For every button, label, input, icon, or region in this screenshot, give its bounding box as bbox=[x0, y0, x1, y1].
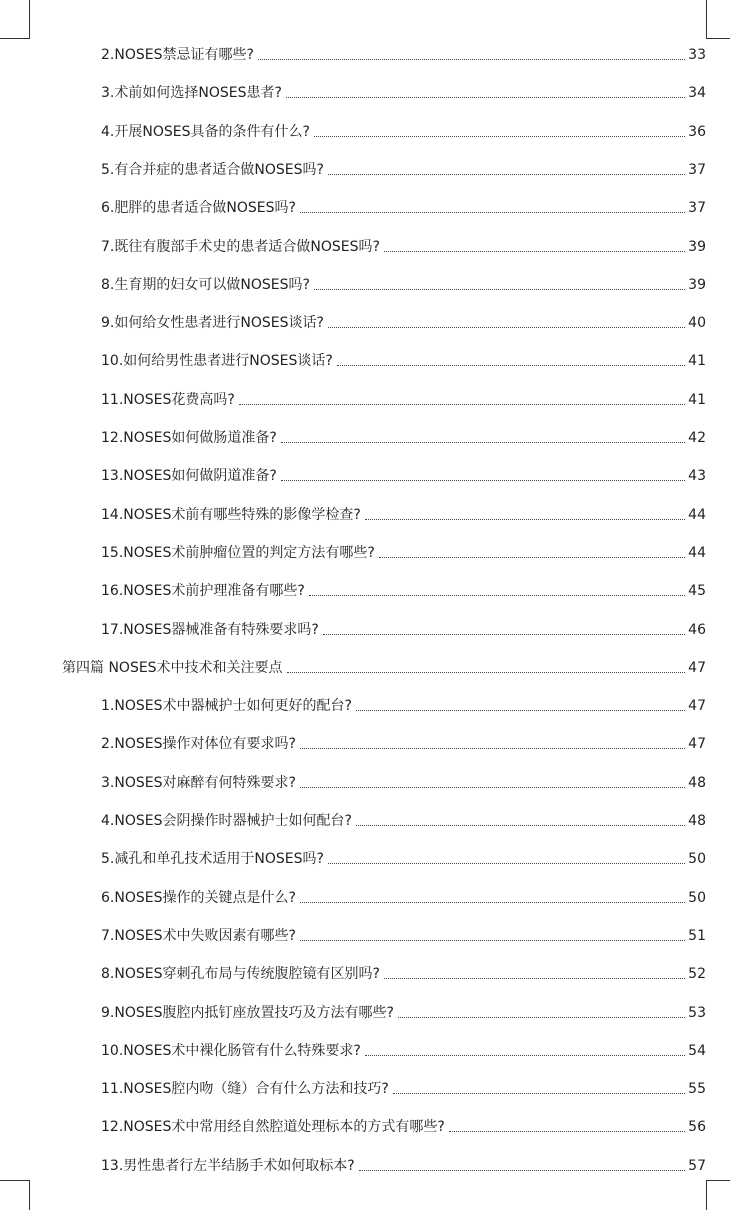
toc-page-number: 37 bbox=[688, 200, 706, 217]
toc-entry bbox=[101, 424, 706, 448]
toc-page-number: 48 bbox=[688, 813, 706, 829]
toc-entry bbox=[101, 1152, 706, 1176]
toc-page-number: 50 bbox=[688, 851, 706, 868]
toc-chapter-heading bbox=[62, 654, 706, 678]
toc-entry bbox=[101, 309, 706, 333]
toc-page-number: 33 bbox=[688, 47, 706, 63]
toc-page-number: 48 bbox=[688, 774, 706, 791]
toc-page-number: 57 bbox=[688, 1157, 706, 1174]
toc-dot-leader bbox=[239, 404, 685, 405]
toc-entry-title: 5.有合并症的患者适合做NOSES吗? bbox=[101, 161, 324, 178]
toc-dot-leader bbox=[384, 978, 685, 979]
toc-page-number: 47 bbox=[688, 659, 706, 676]
toc-page-number: 53 bbox=[688, 1004, 706, 1021]
toc-page-number: 45 bbox=[688, 583, 706, 600]
toc-entry-title: 12.NOSES术中常用经自然腔道处理标本的方式有哪些? bbox=[101, 1119, 445, 1136]
toc-dot-leader bbox=[393, 1093, 685, 1094]
toc-entry bbox=[101, 539, 706, 563]
toc-dot-leader bbox=[359, 1170, 685, 1171]
toc-entry bbox=[101, 1113, 706, 1137]
toc-entry-title: 14.NOSES术前有哪些特殊的影像学检查? bbox=[101, 506, 361, 523]
toc-entry-title: 6.NOSES操作的关键点是什么? bbox=[101, 889, 296, 906]
toc-entry-title: 13.男性患者行左半结肠手术如何取标本? bbox=[101, 1157, 355, 1174]
toc-entry-title: 1.NOSES术中器械护士如何更好的配台? bbox=[101, 698, 352, 715]
toc-dot-leader bbox=[398, 1017, 685, 1018]
toc-entry-title: 10.如何给男性患者进行NOSES谈话? bbox=[101, 353, 333, 370]
toc-page-number: 44 bbox=[688, 544, 706, 561]
toc-page-number: 43 bbox=[688, 468, 706, 485]
toc-dot-leader bbox=[384, 251, 685, 252]
toc-entry bbox=[101, 577, 706, 601]
toc-dot-leader bbox=[328, 174, 685, 175]
toc-entry-title: 4.NOSES会阴操作时器械护士如何配台? bbox=[101, 813, 352, 829]
toc-dot-leader bbox=[287, 672, 686, 673]
toc-entry bbox=[101, 79, 706, 103]
crop-mark-top-left bbox=[0, 0, 30, 39]
toc-entry-title: 3.NOSES对麻醉有何特殊要求? bbox=[101, 774, 296, 791]
crop-mark-bottom-left bbox=[0, 1180, 30, 1210]
toc-page-number: 46 bbox=[688, 621, 706, 638]
toc-entry-title: 11.NOSES腔内吻（缝）合有什么方法和技巧? bbox=[101, 1081, 389, 1098]
toc-entry-title: 10.NOSES术中裸化肠管有什么特殊要求? bbox=[101, 1042, 361, 1059]
toc-page-number: 42 bbox=[688, 430, 706, 446]
toc-entry-title: 8.生育期的妇女可以做NOSES吗? bbox=[101, 276, 310, 293]
toc-entry bbox=[101, 1075, 706, 1099]
toc-entry-title: 7.既往有腹部手术史的患者适合做NOSES吗? bbox=[101, 238, 380, 255]
toc-page-number: 47 bbox=[688, 698, 706, 715]
toc-page-number: 56 bbox=[688, 1119, 706, 1136]
toc-page-number: 36 bbox=[688, 123, 706, 140]
toc-entry-title: 2.NOSES操作对体位有要求吗? bbox=[101, 736, 296, 753]
toc-page-number: 44 bbox=[688, 506, 706, 523]
toc-entry bbox=[101, 41, 706, 65]
toc-entry-title: 12.NOSES如何做肠道准备? bbox=[101, 430, 277, 446]
toc-entry bbox=[101, 271, 706, 295]
toc-entry bbox=[101, 1037, 706, 1061]
toc-dot-leader bbox=[300, 212, 685, 213]
toc-entry bbox=[101, 999, 706, 1023]
toc-entry bbox=[101, 692, 706, 716]
toc-page-number: 50 bbox=[688, 889, 706, 906]
toc-entry-title: 2.NOSES禁忌证有哪些? bbox=[101, 47, 254, 63]
toc-dot-leader bbox=[314, 136, 685, 137]
toc-entry bbox=[101, 807, 706, 831]
toc-page-number: 52 bbox=[688, 966, 706, 983]
toc-dot-leader bbox=[300, 902, 685, 903]
toc-entry-title: 第四篇 NOSES术中技术和关注要点 bbox=[62, 659, 283, 676]
toc-entry-title: 5.减孔和单孔技术适用于NOSES吗? bbox=[101, 851, 324, 868]
toc-dot-leader bbox=[281, 480, 685, 481]
toc-dot-leader bbox=[323, 634, 685, 635]
toc-dot-leader bbox=[356, 825, 685, 826]
toc-dot-leader bbox=[356, 710, 685, 711]
toc-entry-title: 7.NOSES术中失败因素有哪些? bbox=[101, 927, 296, 944]
toc-entry bbox=[101, 730, 706, 754]
toc-dot-leader bbox=[337, 365, 685, 366]
toc-page-number: 55 bbox=[688, 1081, 706, 1098]
toc-dot-leader bbox=[328, 327, 685, 328]
toc-entry bbox=[101, 960, 706, 984]
toc-entry bbox=[101, 845, 706, 869]
toc-entry bbox=[101, 386, 706, 410]
toc-entry-title: 16.NOSES术前护理准备有哪些? bbox=[101, 583, 305, 600]
toc-entry-title: 9.NOSES腹腔内抵钉座放置技巧及方法有哪些? bbox=[101, 1004, 394, 1021]
toc-dot-leader bbox=[300, 940, 685, 941]
toc-dot-leader bbox=[300, 748, 685, 749]
toc-entry-title: 17.NOSES器械准备有特殊要求吗? bbox=[101, 621, 319, 638]
toc-entry bbox=[101, 501, 706, 525]
toc-page-number: 54 bbox=[688, 1042, 706, 1059]
crop-mark-top-right bbox=[706, 0, 730, 39]
toc-entry-title: 11.NOSES花费高吗? bbox=[101, 391, 235, 408]
toc-entry-title: 6.肥胖的患者适合做NOSES吗? bbox=[101, 200, 296, 217]
toc-entry-title: 13.NOSES如何做阴道准备? bbox=[101, 468, 277, 485]
toc-entry bbox=[101, 194, 706, 218]
toc-dot-leader bbox=[314, 289, 685, 290]
toc-entry bbox=[101, 616, 706, 640]
crop-mark-bottom-right bbox=[706, 1180, 730, 1210]
toc-dot-leader bbox=[449, 1131, 685, 1132]
toc-dot-leader bbox=[365, 1055, 685, 1056]
toc-page-number: 41 bbox=[688, 353, 706, 370]
toc-entry-title: 4.开展NOSES具备的条件有什么? bbox=[101, 123, 310, 140]
toc-page-number: 37 bbox=[688, 161, 706, 178]
toc-page-number: 40 bbox=[688, 315, 706, 332]
toc-page-number: 39 bbox=[688, 238, 706, 255]
toc-dot-leader bbox=[328, 863, 685, 864]
toc-entry bbox=[101, 233, 706, 257]
toc-entry bbox=[101, 462, 706, 486]
toc-entry bbox=[101, 118, 706, 142]
toc-page-number: 34 bbox=[688, 85, 706, 102]
toc-entry bbox=[101, 347, 706, 371]
toc-dot-leader bbox=[300, 787, 685, 788]
toc-entry-title: 8.NOSES穿刺孔布局与传统腹腔镜有区别吗? bbox=[101, 966, 380, 983]
toc-entry-title: 9.如何给女性患者进行NOSES谈话? bbox=[101, 315, 324, 332]
toc-page-number: 39 bbox=[688, 276, 706, 293]
toc-entry bbox=[101, 769, 706, 793]
toc-dot-leader bbox=[258, 59, 685, 60]
toc-page-number: 41 bbox=[688, 391, 706, 408]
toc-dot-leader bbox=[309, 595, 685, 596]
toc-entry bbox=[101, 156, 706, 180]
toc-entry bbox=[101, 922, 706, 946]
toc-dot-leader bbox=[379, 557, 685, 558]
toc-dot-leader bbox=[286, 97, 685, 98]
toc-entry-title: 15.NOSES术前肿瘤位置的判定方法有哪些? bbox=[101, 544, 375, 561]
toc-dot-leader bbox=[281, 442, 685, 443]
toc-entry-title: 3.术前如何选择NOSES患者? bbox=[101, 85, 282, 102]
toc-page-number: 47 bbox=[688, 736, 706, 753]
toc-page-number: 51 bbox=[688, 927, 706, 944]
toc-dot-leader bbox=[365, 519, 685, 520]
toc-entry bbox=[101, 884, 706, 908]
